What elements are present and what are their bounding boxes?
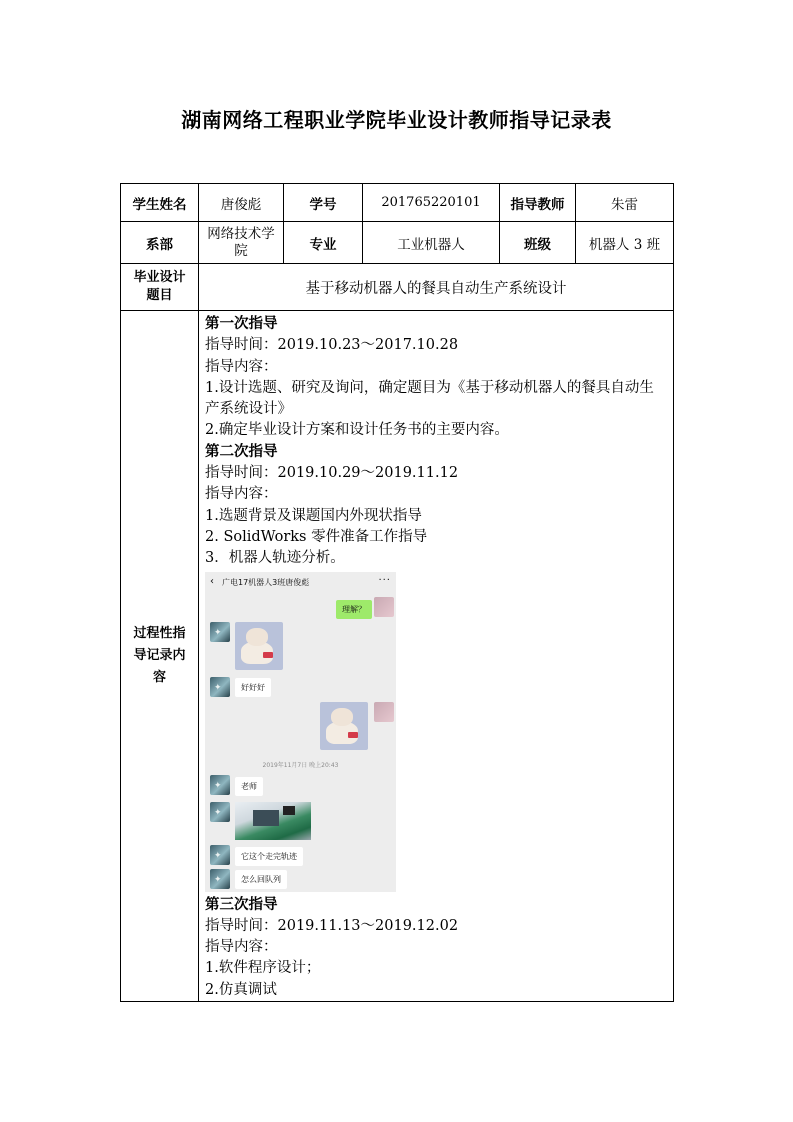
topic-value: 基于移动机器人的餐具自动生产系统设计 [199, 264, 674, 311]
major-value: 工业机器人 [363, 222, 500, 264]
row-topic [121, 264, 674, 311]
monitor-shape [283, 806, 295, 815]
session2-item-2: 2. SolidWorks 零件准备工作指导 [205, 528, 428, 545]
sticker-image [320, 702, 368, 750]
session1-item-1: 1.设计选题、研究及询问，确定题目为《基于移动机器人的餐具自动生产系统设计》 [205, 379, 654, 418]
session2-content-label: 指导内容： [205, 486, 278, 503]
avatar [374, 702, 394, 722]
row-process [121, 311, 674, 1002]
student-name-label: 学生姓名 [121, 184, 199, 222]
avatar [210, 869, 230, 889]
major-label: 专业 [284, 222, 363, 264]
chat-header [205, 572, 396, 592]
session3-content-label: 指导内容： [205, 939, 278, 956]
bird-icon: ✦ [214, 682, 222, 693]
chat-bubble-teacher: 老师 [235, 777, 263, 796]
sticker-face [331, 708, 353, 726]
avatar [210, 775, 230, 795]
session2-time: 指导时间：2019.10.29～2019.11.12 [205, 465, 459, 482]
chat-bubble-understand: 理解？ [336, 600, 372, 619]
sticker-image [235, 622, 283, 670]
bird-icon: ✦ [214, 780, 222, 791]
chat-bubble-track: 它这个走完轨迹 [235, 847, 303, 866]
robot-machine-shape [253, 810, 279, 826]
avatar [210, 622, 230, 642]
bird-icon: ✦ [214, 627, 222, 638]
class-label: 班级 [500, 222, 576, 264]
student-id-value: 201765220101 [363, 184, 500, 222]
session1-item-2: 2.确定毕业设计方案和设计任务书的主要内容。 [205, 422, 509, 439]
advisor-label: 指导教师 [500, 184, 576, 222]
topic-label: 毕业设计题目 [121, 264, 199, 311]
chat-bubble-queue: 怎么回队列 [235, 870, 287, 889]
bird-icon: ✦ [214, 807, 222, 818]
session3-time: 指导时间：2019.11.13～2019.12.02 [205, 917, 459, 934]
session3-item-2: 2.仿真调试 [205, 981, 277, 998]
session2-item-1: 1.选题背景及课题国内外现状指导 [205, 507, 422, 524]
session3-item-1: 1.软件程序设计； [205, 960, 321, 977]
sticker-tag [263, 652, 273, 658]
session2-heading: 第二次指导 [205, 443, 278, 460]
bird-icon: ✦ [214, 874, 222, 885]
sticker-face [246, 628, 268, 646]
more-dots-icon: ··· [378, 574, 391, 586]
avatar [210, 677, 230, 697]
record-table [120, 183, 674, 1002]
session1-time: 指导时间：2019.10.23～2017.10.28 [205, 337, 459, 354]
process-content [199, 311, 674, 1002]
session2-item-3: 3．机器人轨迹分析。 [205, 550, 345, 567]
session1-content-label: 指导内容： [205, 358, 278, 375]
dept-label: 系部 [121, 222, 199, 264]
advisor-value: 朱雷 [576, 184, 674, 222]
avatar [210, 802, 230, 822]
dept-value: 网络技术学院 [199, 222, 284, 264]
session3-heading: 第三次指导 [205, 896, 278, 913]
chat-screenshot [205, 572, 396, 892]
class-value: 机器人 3 班 [576, 222, 674, 264]
chat-title: 广电17机器人3班唐俊彪 [222, 577, 310, 587]
avatar [210, 845, 230, 865]
student-id-label: 学号 [284, 184, 363, 222]
sticker-tag [348, 732, 358, 738]
page-title: 湖南网络工程职业学院毕业设计教师指导记录表 [181, 108, 612, 132]
avatar [374, 597, 394, 617]
chat-photo [235, 802, 311, 840]
bird-icon: ✦ [214, 850, 222, 861]
chat-timestamp: 2019年11月7日 晚上20:43 [262, 761, 339, 769]
student-name-value: 唐俊彪 [199, 184, 284, 222]
row-student [121, 184, 674, 222]
process-label: 过程性指导记录内容 [121, 311, 199, 1002]
chevron-left-icon: ‹ [210, 575, 214, 587]
session1-heading: 第一次指导 [205, 316, 278, 332]
chat-bubble-ok: 好好好 [235, 678, 271, 697]
row-dept [121, 222, 674, 264]
